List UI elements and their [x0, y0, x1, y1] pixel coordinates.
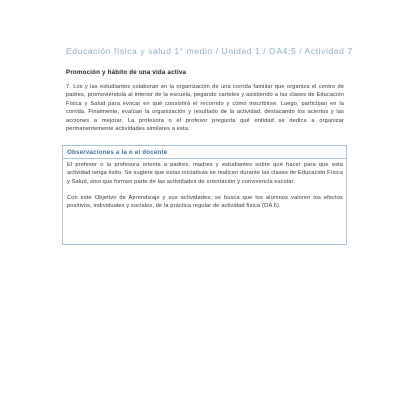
- activity-description: 7. Los y las estudiantes colaboran en la organización de una corrida familiar que organiza el centro de padres, promoviéndola al interior de la escuela, pegando carteles y asistiendo a las clases de Educación Física y Salud para evocar en qué consistirá el recorrido y cómo inscribirse. Luego, participan en la corrida. Finalmente, evalúan la organización y resultado de la actividad, destacando los aciertos y las acciones a mejorar. La profesora o el profesor pregunta qué entidad se dedica a organizar permanentemente actividades similares a esta.: [66, 84, 344, 133]
- teacher-observations-box: [62, 145, 347, 245]
- observations-paragraph-2: Con este Objetivo de Aprendizaje y sus actividades, se busca que los alumnos valoren los efectos positivos, individuales y sociales, de la práctica regular de actividad física (OA 6).: [67, 195, 343, 210]
- observations-divider: [63, 158, 346, 159]
- document-header-title: Educación física y salud 1° medio / Unidad 1 / OA4;5 / Actividad 7: [66, 46, 353, 56]
- section-title: Promoción y hábito de una vida activa: [66, 69, 187, 76]
- observations-paragraph-1: El profesor o la profesora orienta a padres, madres y estudiantes sobre qué hacer para que esta actividad tenga éxito. Se sugiere que estas iniciativas se realicen durante las clases de Educación Física y Salud, sino que formen parte de las actividades de orientación y convivencia escolar.: [67, 162, 343, 185]
- observations-header: Observaciones a la o el docente: [67, 149, 168, 156]
